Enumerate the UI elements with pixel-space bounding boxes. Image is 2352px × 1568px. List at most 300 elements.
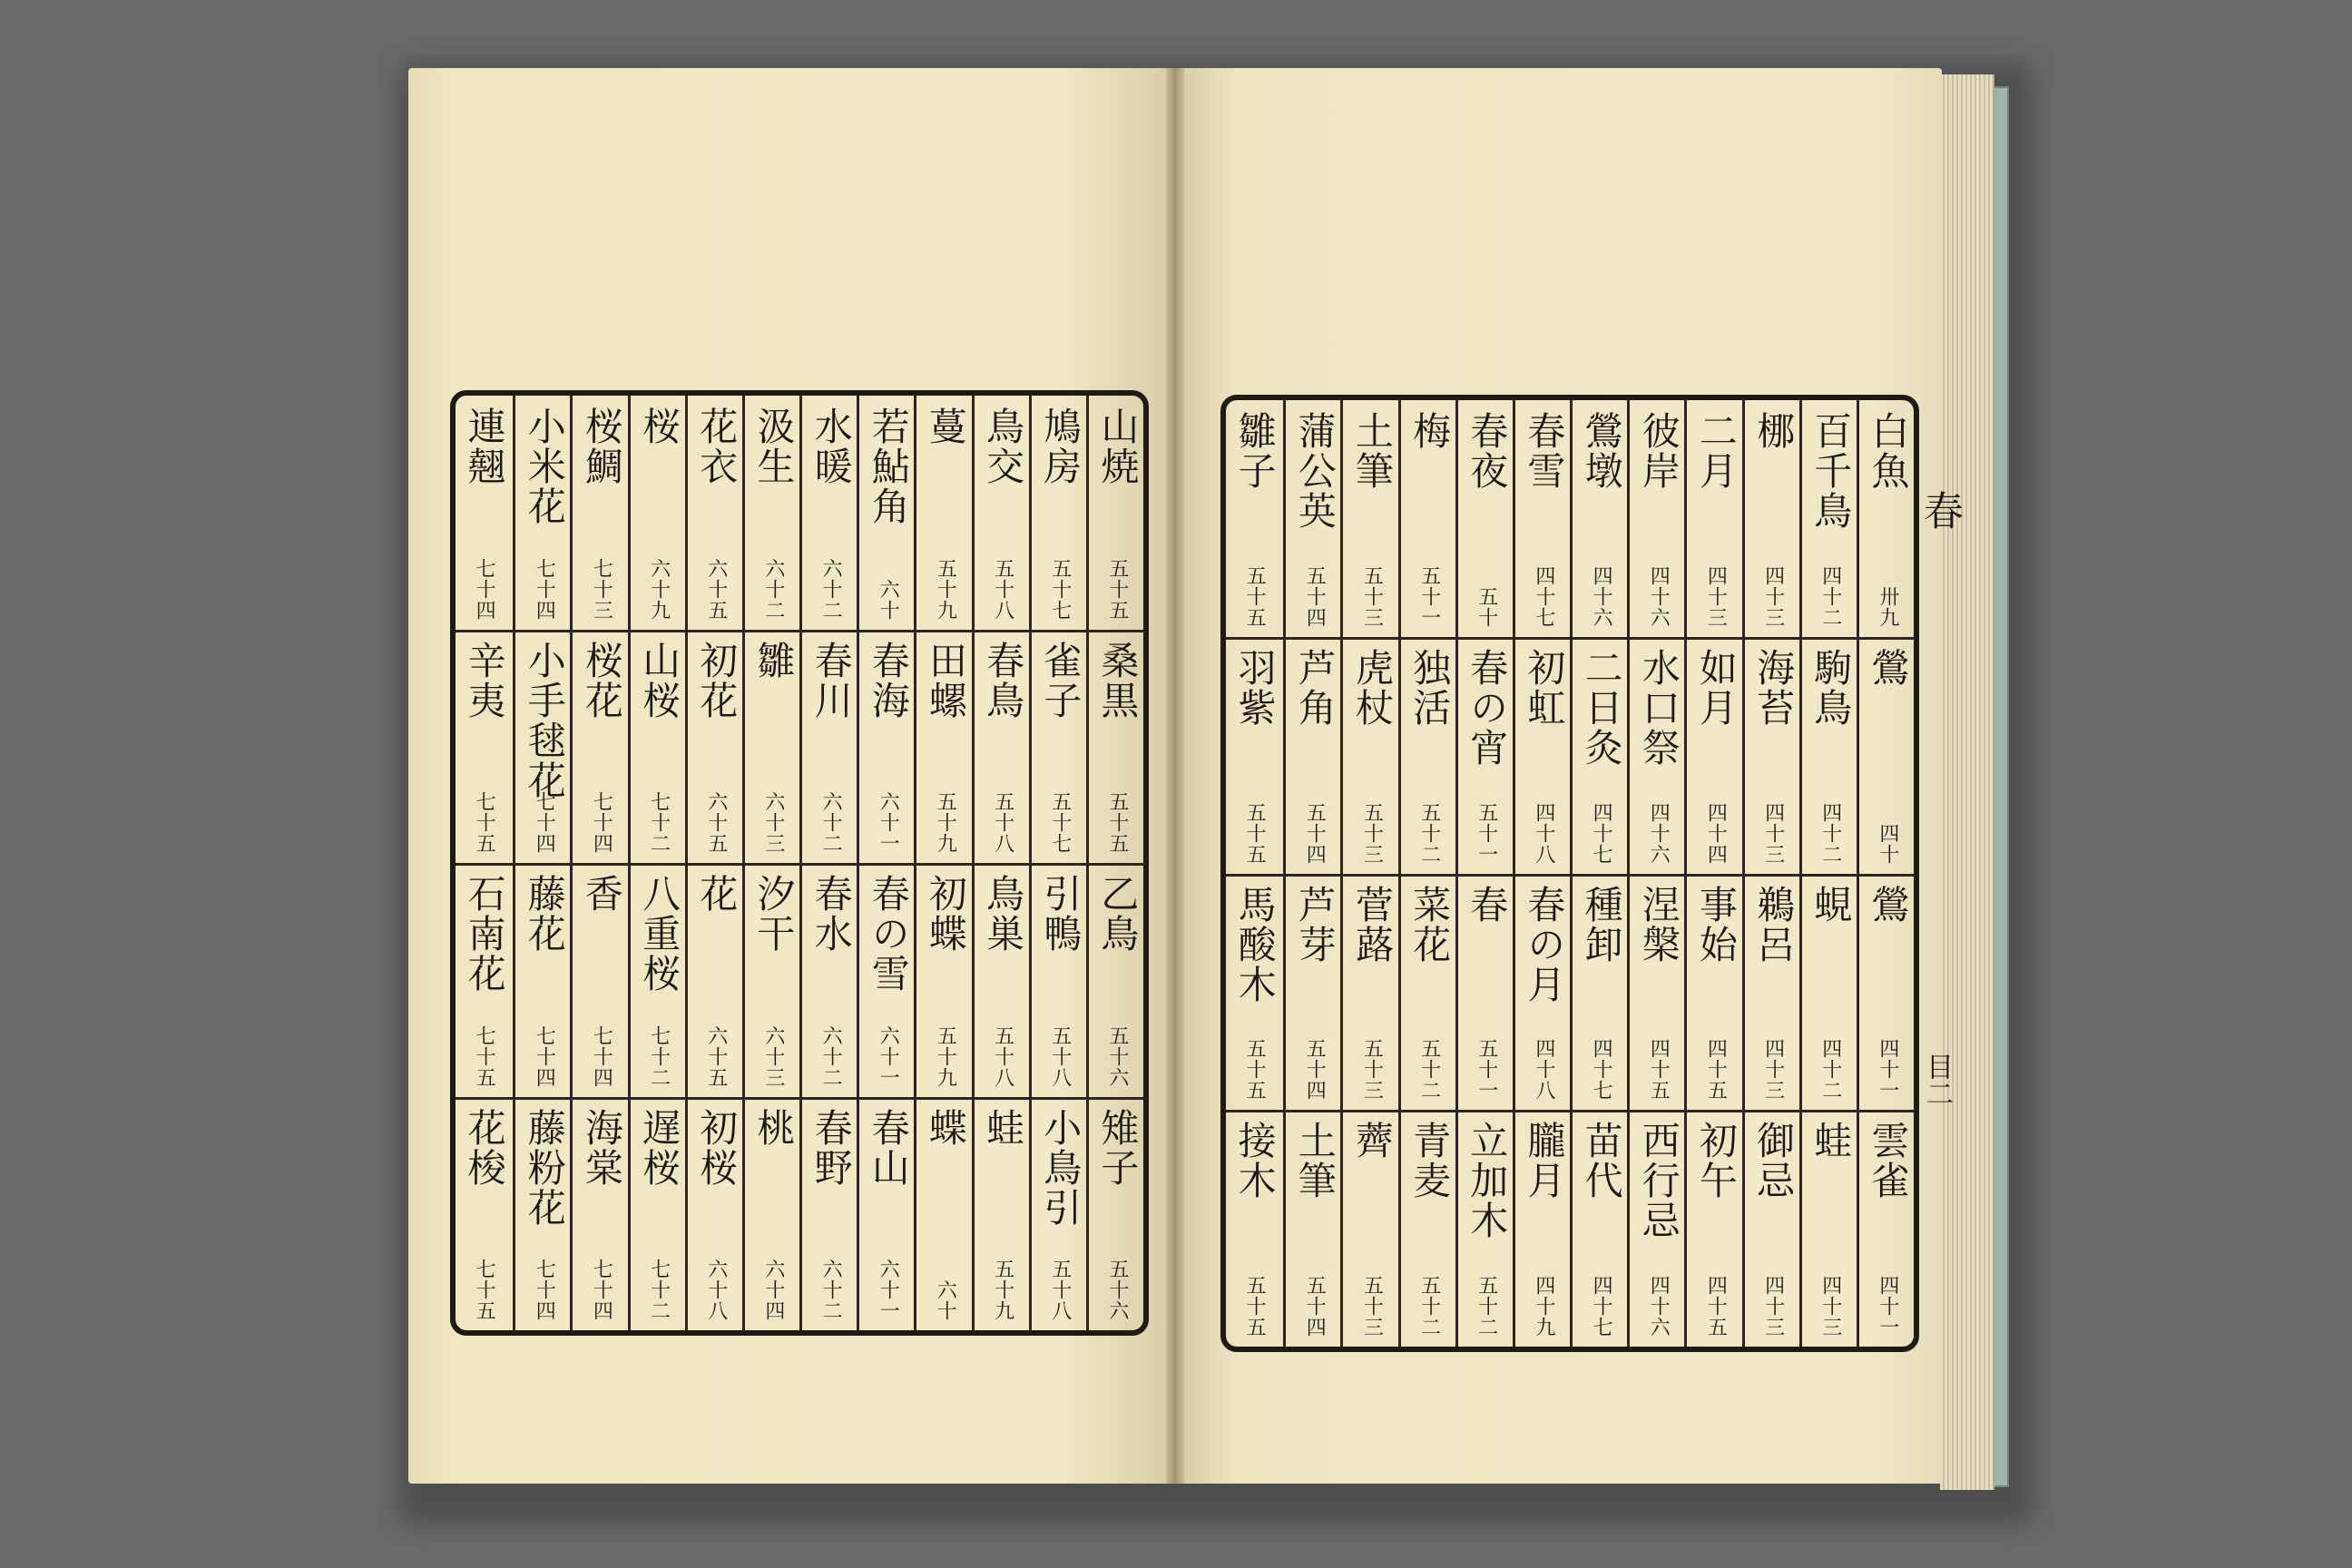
index-entry — [1630, 400, 1687, 637]
entry-page-number: 六十四 — [761, 1259, 785, 1321]
index-entry — [1859, 400, 1916, 637]
entry-word: 春山 — [866, 1107, 911, 1188]
index-entry — [1802, 400, 1859, 637]
entry-page-number: 五十八 — [991, 791, 1014, 854]
entry-word: 海苔 — [1751, 647, 1797, 728]
entry-page-number: 六十五 — [704, 791, 728, 854]
entry-word: 馬酸木 — [1232, 884, 1278, 1004]
index-column — [1226, 400, 1283, 1347]
entry-page-number: 六十 — [934, 1279, 957, 1321]
index-entry — [688, 863, 745, 1097]
entry-page-number: 四十一 — [1876, 1038, 1899, 1102]
entry-word: 彼岸 — [1636, 411, 1681, 491]
entry-page-number: 六十 — [877, 578, 900, 621]
index-entry — [1859, 637, 1916, 874]
entry-word: 雛子 — [1232, 411, 1278, 491]
index-entry — [1401, 874, 1458, 1111]
index-entry — [1687, 1110, 1744, 1347]
entry-page-number: 六十二 — [819, 791, 843, 854]
entry-page-number: 六十一 — [877, 791, 900, 854]
entry-word: 水口祭 — [1636, 647, 1681, 768]
entry-word: 菅蕗 — [1349, 884, 1395, 965]
index-column — [1570, 400, 1630, 1347]
entry-page-number: 五十四 — [1303, 801, 1327, 865]
entry-page-number: 五十六 — [1105, 1259, 1129, 1321]
index-entry — [1630, 874, 1687, 1111]
index-column — [1857, 400, 1916, 1347]
entry-word: 蒲公英 — [1292, 411, 1338, 531]
index-entry — [1401, 1110, 1458, 1347]
entry-word: 乙鳥 — [1095, 874, 1141, 954]
entry-page-number: 六十一 — [877, 1259, 900, 1321]
left-index-frame — [450, 390, 1149, 1336]
entry-word: 花衣 — [694, 407, 740, 486]
entry-word: 山焼 — [1095, 407, 1141, 486]
index-entry — [859, 1097, 916, 1331]
index-entry — [1226, 874, 1283, 1111]
entry-word: 朧月 — [1522, 1121, 1567, 1201]
entry-word: 桜 — [637, 407, 682, 446]
index-column — [1513, 400, 1573, 1347]
index-entry — [1089, 863, 1146, 1097]
entry-page-number: 五十八 — [1048, 1024, 1072, 1088]
entry-page-number: 四十二 — [1818, 1038, 1842, 1102]
entry-page-number: 四十五 — [1704, 1275, 1728, 1338]
index-entry — [515, 396, 573, 630]
entry-word: 若鮎角 — [866, 407, 911, 526]
index-entry — [1032, 396, 1089, 630]
index-column — [1283, 400, 1343, 1347]
index-entry — [1286, 400, 1343, 637]
index-entry — [631, 1097, 688, 1331]
index-column — [1029, 396, 1089, 1330]
index-entry — [745, 396, 802, 630]
index-column — [628, 396, 688, 1330]
entry-page-number: 六十五 — [704, 1024, 728, 1088]
index-entry — [1032, 1097, 1089, 1331]
entry-word: 花 — [694, 874, 740, 914]
entry-word: 春夜 — [1465, 411, 1510, 491]
entry-page-number: 五十五 — [1243, 801, 1267, 865]
entry-page-number: 五十六 — [1105, 1024, 1129, 1088]
entry-page-number: 五十四 — [1303, 1275, 1327, 1338]
entry-page-number: 七十四 — [533, 1259, 556, 1321]
index-column — [456, 396, 513, 1330]
index-entry — [1343, 874, 1400, 1111]
entry-page-number: 六十二 — [819, 1259, 843, 1321]
entry-page-number: 五十二 — [1475, 1275, 1498, 1338]
entry-page-number: 五十四 — [1303, 1038, 1327, 1102]
index-entry — [1630, 637, 1687, 874]
index-entry — [688, 630, 745, 864]
entry-page-number: 七十四 — [590, 1259, 613, 1321]
entry-page-number: 五十五 — [1243, 564, 1267, 628]
entry-word: 鶯墩 — [1579, 411, 1624, 491]
entry-page-number: 五十五 — [1243, 1038, 1267, 1102]
entry-page-number: 七十四 — [533, 791, 556, 854]
entry-word: 接木 — [1232, 1121, 1278, 1201]
entry-word: 蜆 — [1808, 884, 1854, 925]
index-entry — [573, 396, 630, 630]
entry-word: 春川 — [808, 640, 854, 720]
index-entry — [573, 1097, 630, 1331]
entry-word: 苗代 — [1579, 1121, 1624, 1201]
entry-word: 春鳥 — [981, 640, 1026, 720]
entry-word: 百千鳥 — [1808, 411, 1854, 531]
entry-word: 鳥巣 — [981, 874, 1026, 954]
index-entry — [859, 396, 916, 630]
entry-page-number: 四十三 — [1761, 801, 1785, 865]
entry-page-number: 六十二 — [819, 1024, 843, 1088]
entry-page-number: 五十九 — [934, 557, 957, 621]
index-column — [1340, 400, 1400, 1347]
entry-word: 芦角 — [1292, 647, 1338, 728]
entry-page-number: 七十三 — [590, 557, 613, 621]
index-entry — [573, 863, 630, 1097]
entry-word: 鶯 — [1866, 884, 1911, 925]
entry-word: 梛 — [1751, 411, 1797, 451]
index-entry — [1802, 637, 1859, 874]
index-entry — [1573, 874, 1630, 1111]
index-entry — [916, 630, 974, 864]
index-entry — [1286, 637, 1343, 874]
index-entry — [975, 630, 1032, 864]
index-column — [1455, 400, 1515, 1347]
entry-word: 雲雀 — [1866, 1121, 1911, 1201]
entry-word: 水暖 — [808, 407, 854, 486]
index-entry — [1401, 637, 1458, 874]
entry-word: 鳥交 — [981, 407, 1026, 486]
index-entry — [515, 1097, 573, 1331]
index-entry — [1515, 1110, 1573, 1347]
entry-word: 二月 — [1693, 411, 1739, 491]
entry-word: 桜鯛 — [579, 407, 624, 486]
entry-page-number: 五十二 — [1417, 1275, 1441, 1338]
index-entry — [631, 863, 688, 1097]
index-entry — [456, 630, 513, 864]
entry-page-number: 五十八 — [1048, 1259, 1072, 1321]
index-entry — [802, 863, 859, 1097]
index-entry — [1745, 1110, 1802, 1347]
entry-word: 芦芽 — [1292, 884, 1338, 965]
index-entry — [1343, 400, 1400, 637]
entry-page-number: 六十二 — [761, 557, 785, 621]
index-entry — [456, 1097, 513, 1331]
entry-word: 涅槃 — [1636, 884, 1681, 965]
entry-page-number: 七十二 — [647, 791, 671, 854]
entry-word: 汲生 — [751, 407, 797, 486]
index-entry — [1458, 874, 1515, 1111]
entry-page-number: 四十九 — [1532, 1275, 1555, 1338]
entry-word: 春 — [1465, 884, 1510, 925]
index-entry — [631, 630, 688, 864]
index-column — [1742, 400, 1802, 1347]
entry-word: 引鴨 — [1038, 874, 1083, 954]
entry-page-number: 四十八 — [1532, 801, 1555, 865]
index-entry — [1343, 1110, 1400, 1347]
index-entry — [1687, 637, 1744, 874]
entry-page-number: 五十三 — [1360, 1038, 1384, 1102]
entry-word: 香 — [579, 874, 624, 914]
entry-word: 春海 — [866, 640, 911, 720]
entry-word: 雛 — [751, 640, 797, 681]
entry-page-number: 七十四 — [473, 557, 496, 621]
entry-word: 雉子 — [1095, 1107, 1141, 1188]
index-entry — [1458, 1110, 1515, 1347]
entry-word: 土筆 — [1349, 411, 1395, 491]
entry-page-number: 六十二 — [819, 557, 843, 621]
entry-word: 春雪 — [1522, 411, 1567, 491]
index-entry — [1573, 1110, 1630, 1347]
entry-page-number: 六十一 — [877, 1024, 900, 1088]
entry-word: 白魚 — [1866, 411, 1911, 491]
index-entry — [1343, 637, 1400, 874]
entry-word: 立加木 — [1465, 1121, 1510, 1241]
index-entry — [916, 863, 974, 1097]
entry-page-number: 四十二 — [1818, 564, 1842, 628]
index-entry — [1286, 874, 1343, 1111]
margin-title: 春 — [1916, 490, 1963, 530]
index-column — [1398, 400, 1458, 1347]
entry-page-number: 五十九 — [934, 791, 957, 854]
entry-page-number: 四十七 — [1532, 564, 1555, 628]
entry-page-number: 四十五 — [1647, 1038, 1671, 1102]
entry-page-number: 五十四 — [1303, 564, 1327, 628]
entry-page-number: 五十九 — [991, 1259, 1014, 1321]
index-entry — [1226, 637, 1283, 874]
entry-page-number: 四十三 — [1761, 1038, 1785, 1102]
entry-page-number: 四十七 — [1590, 1275, 1613, 1338]
entry-word: 蝶 — [923, 1107, 968, 1148]
index-entry — [1401, 400, 1458, 637]
index-column — [685, 396, 745, 1330]
entry-page-number: 四十八 — [1532, 1038, 1555, 1102]
index-entry — [1089, 630, 1146, 864]
index-entry — [802, 396, 859, 630]
index-entry — [1745, 400, 1802, 637]
index-column — [799, 396, 859, 1330]
entry-word: 西行忌 — [1636, 1121, 1681, 1241]
index-entry — [573, 630, 630, 864]
index-entry — [1515, 637, 1573, 874]
entry-word: 春の雪 — [866, 874, 911, 994]
entry-page-number: 五十一 — [1475, 1038, 1498, 1102]
index-entry — [1573, 400, 1630, 637]
entry-page-number: 四十二 — [1818, 801, 1842, 865]
entry-word: 小手毬花 — [522, 640, 567, 800]
book-gutter — [1166, 68, 1184, 1484]
entry-word: 初花 — [694, 640, 740, 720]
margin-leaf-number: 目二 — [1921, 1053, 1953, 1107]
entry-page-number: 四十一 — [1876, 1275, 1899, 1338]
entry-word: 辛夷 — [462, 640, 507, 720]
index-entry — [745, 1097, 802, 1331]
index-entry — [1458, 400, 1515, 637]
index-entry — [745, 863, 802, 1097]
entry-page-number: 六十三 — [761, 791, 785, 854]
index-entry — [1089, 396, 1146, 630]
index-entry — [515, 630, 573, 864]
entry-page-number: 四十五 — [1704, 1038, 1728, 1102]
index-entry — [688, 1097, 745, 1331]
entry-word: 二日灸 — [1579, 647, 1624, 768]
index-column — [742, 396, 802, 1330]
index-entry — [1745, 637, 1802, 874]
entry-word: 雀子 — [1038, 640, 1083, 720]
entry-page-number: 四十六 — [1647, 801, 1671, 865]
entry-page-number: 五十三 — [1360, 1275, 1384, 1338]
entry-word: 鳩房 — [1038, 407, 1083, 486]
index-entry — [1286, 1110, 1343, 1347]
entry-page-number: 五十三 — [1360, 564, 1384, 628]
index-column — [914, 396, 974, 1330]
entry-word: 桜花 — [579, 640, 624, 720]
entry-page-number: 五十八 — [991, 1024, 1014, 1088]
entry-page-number: 五十一 — [1475, 801, 1498, 865]
index-entry — [745, 630, 802, 864]
entry-page-number: 四十三 — [1761, 1275, 1785, 1338]
index-entry — [975, 396, 1032, 630]
entry-page-number: 七十二 — [647, 1024, 671, 1088]
entry-word: 蔓 — [923, 407, 968, 446]
entry-word: 春野 — [808, 1107, 854, 1188]
entry-word: 山桜 — [637, 640, 682, 720]
index-entry — [631, 396, 688, 630]
entry-page-number: 四十七 — [1590, 1038, 1613, 1102]
entry-word: 土筆 — [1292, 1121, 1338, 1201]
index-entry — [1802, 1110, 1859, 1347]
entry-word: 春の宵 — [1465, 647, 1510, 768]
entry-word: 藤花 — [522, 874, 567, 954]
entry-page-number: 五十三 — [1360, 801, 1384, 865]
entry-page-number: 五十二 — [1417, 801, 1441, 865]
entry-page-number: 四十六 — [1647, 1275, 1671, 1338]
entry-page-number: 四十六 — [1590, 564, 1613, 628]
entry-page-number: 五十九 — [934, 1024, 957, 1088]
index-column — [513, 396, 573, 1330]
entry-word: 梅 — [1407, 411, 1453, 451]
index-entry — [1515, 874, 1573, 1111]
entry-word: 藤粉花 — [522, 1107, 567, 1228]
index-entry — [688, 396, 745, 630]
index-entry — [916, 396, 974, 630]
entry-page-number: 五十七 — [1048, 791, 1072, 854]
entry-page-number: 七十五 — [473, 791, 496, 854]
index-entry — [1226, 1110, 1283, 1347]
index-entry — [859, 630, 916, 864]
index-entry — [1226, 400, 1283, 637]
entry-page-number: 六十三 — [761, 1024, 785, 1088]
index-entry — [1859, 1110, 1916, 1347]
entry-page-number: 七十四 — [533, 557, 556, 621]
index-entry — [1630, 1110, 1687, 1347]
index-entry — [916, 1097, 974, 1331]
entry-word: 羽紫 — [1232, 647, 1278, 728]
entry-word: 連翹 — [462, 407, 507, 486]
index-entry — [456, 396, 513, 630]
index-entry — [1458, 637, 1515, 874]
entry-word: 鵜呂 — [1751, 884, 1797, 965]
entry-page-number: 五十二 — [1417, 1038, 1441, 1102]
index-entry — [1032, 863, 1089, 1097]
entry-word: 薺 — [1349, 1121, 1395, 1161]
entry-word: 花梭 — [462, 1107, 507, 1188]
entry-page-number: 七十二 — [647, 1259, 671, 1321]
entry-page-number: 五十一 — [1417, 564, 1441, 628]
entry-word: 御忌 — [1751, 1121, 1797, 1201]
entry-page-number: 五十五 — [1105, 557, 1129, 621]
entry-page-number: 七十四 — [590, 1024, 613, 1088]
entry-word: 春の月 — [1522, 884, 1567, 1004]
index-entry — [1032, 630, 1089, 864]
entry-page-number: 四十 — [1876, 822, 1899, 865]
entry-word: 海棠 — [579, 1107, 624, 1188]
entry-word: 桃 — [751, 1107, 797, 1148]
index-column — [857, 396, 916, 1330]
entry-word: 桑黒 — [1095, 640, 1141, 720]
entry-page-number: 六十九 — [647, 557, 671, 621]
index-column — [1086, 396, 1146, 1330]
entry-word: 菜花 — [1407, 884, 1453, 965]
entry-page-number: 七十四 — [533, 1024, 556, 1088]
index-entry — [802, 630, 859, 864]
entry-word: 虎杖 — [1349, 647, 1395, 728]
entry-page-number: 七十五 — [473, 1024, 496, 1088]
entry-word: 初桜 — [694, 1107, 740, 1188]
entry-page-number: 五十五 — [1243, 1275, 1267, 1338]
index-column — [1627, 400, 1687, 1347]
entry-word: 青麦 — [1407, 1121, 1453, 1201]
right-index-frame — [1220, 395, 1919, 1352]
index-entry — [802, 1097, 859, 1331]
index-entry — [1687, 400, 1744, 637]
index-column — [570, 396, 630, 1330]
entry-word: 小米花 — [522, 407, 567, 526]
entry-word: 事始 — [1693, 884, 1739, 965]
entry-page-number: 六十五 — [704, 557, 728, 621]
entry-word: 初午 — [1693, 1121, 1739, 1201]
entry-word: 石南花 — [462, 874, 507, 994]
entry-word: 如月 — [1693, 647, 1739, 728]
index-column — [972, 396, 1032, 1330]
entry-page-number: 四十三 — [1704, 564, 1728, 628]
entry-word: 八重桜 — [637, 874, 682, 994]
entry-page-number: 四十六 — [1647, 564, 1671, 628]
entry-page-number: 六十八 — [704, 1259, 728, 1321]
index-entry — [456, 863, 513, 1097]
entry-page-number: 四十四 — [1704, 801, 1728, 865]
index-column — [1684, 400, 1744, 1347]
entry-word: 駒鳥 — [1808, 647, 1854, 728]
index-entry — [975, 1097, 1032, 1331]
entry-page-number: 四十七 — [1590, 801, 1613, 865]
entry-word: 種卸 — [1579, 884, 1624, 965]
entry-page-number: 卅九 — [1876, 585, 1899, 628]
entry-word: 初蝶 — [923, 874, 968, 954]
entry-page-number: 五十七 — [1048, 557, 1072, 621]
index-entry — [1859, 874, 1916, 1111]
entry-page-number: 五十八 — [991, 557, 1014, 621]
entry-word: 初虹 — [1522, 647, 1567, 728]
entry-page-number: 七十五 — [473, 1259, 496, 1321]
index-column — [1799, 400, 1859, 1347]
index-entry — [1089, 1097, 1146, 1331]
entry-word: 田螺 — [923, 640, 968, 720]
index-entry — [1573, 637, 1630, 874]
index-entry — [1745, 874, 1802, 1111]
entry-word: 小鳥引 — [1038, 1107, 1083, 1228]
index-entry — [1515, 400, 1573, 637]
